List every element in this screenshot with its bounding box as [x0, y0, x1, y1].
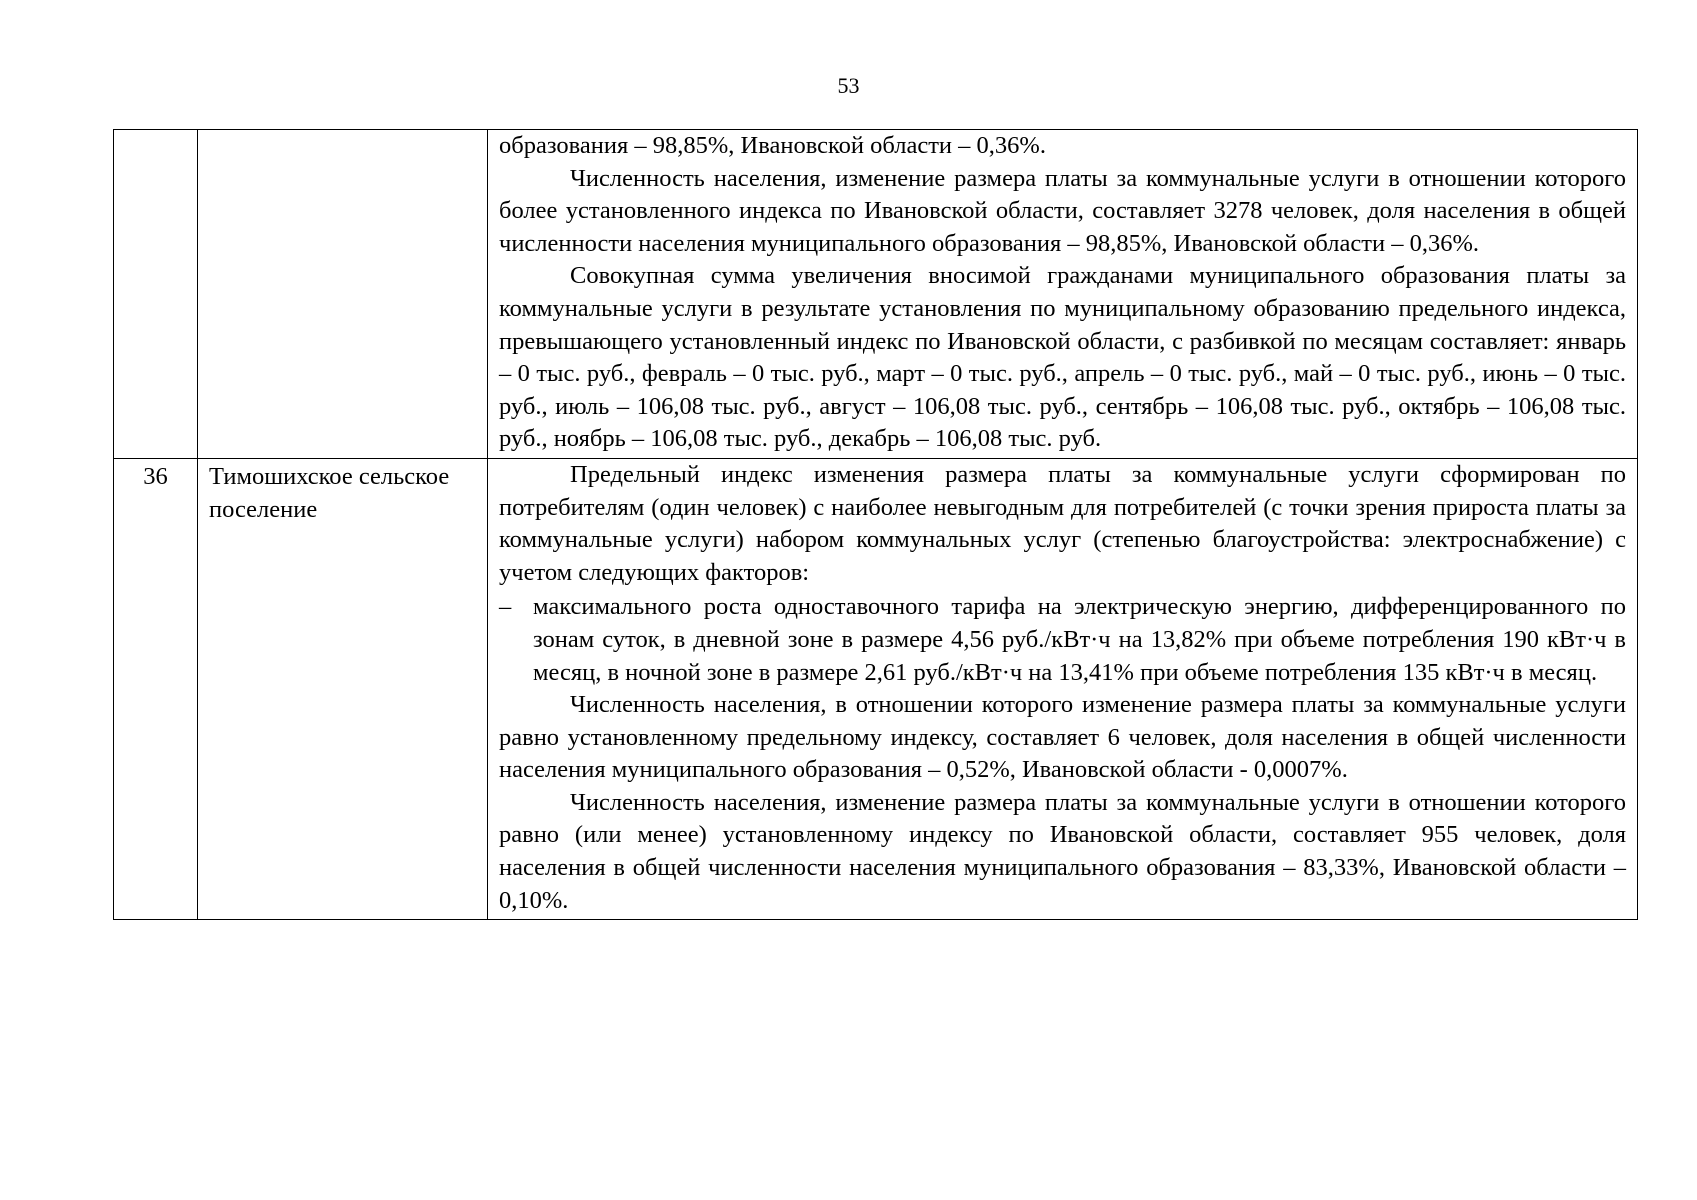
municipality-name-cell — [198, 130, 488, 459]
description-cell — [488, 458, 1638, 919]
table-row — [114, 130, 1638, 459]
paragraph: Предельный индекс изменения размера платы за коммунальные услуги сформирован по потребителям (один человек) с наиболее невыгодным для потребителей (с точки зрения прироста платы за коммунальные услуги) набором коммунальных услуг (степенью благоустройства: электроснабжение) с учетом следующих факторов: — [499, 460, 1626, 586]
page-number: 53 — [837, 73, 860, 98]
paragraph: Численность населения, в отношении которого изменение размера платы за коммунальные услуги равно установленному предельному индексу, составляет 6 человек, доля населения в общей численности населения муниципального образования – 0,52%, Ивановской области - 0,0007%. — [499, 691, 1626, 784]
list-item-text: максимального роста одноставочного тарифа на электрическую энергию, дифференцированного по зонам суток, в дневной зоне в размере 4,56 руб./кВт·ч на 13,82% при объеме потребления 190 кВт·ч в месяц, в ночной зоне в размере 2,61 руб./кВт·ч на 13,41% при объеме потребления 135 кВт·ч в месяц. — [533, 593, 1626, 686]
municipality-name-cell: Тимошихское сельское поселение — [198, 458, 488, 919]
list-item — [499, 591, 1626, 689]
table-row — [114, 458, 1638, 919]
paragraph: Численность населения, изменение размера платы за коммунальные услуги в отношении которого равно (или менее) установленному индексу по Ивановской области, составляет 955 человек, доля населения в общей численности населения муниципального образования – 83,33%, Ивановской области – 0,10%. — [499, 788, 1626, 914]
paragraph: образования – 98,85%, Ивановской области – 0,36%. — [499, 132, 1046, 159]
document-table — [113, 129, 1638, 920]
description-cell — [488, 130, 1638, 459]
paragraph: Численность населения, изменение размера платы за коммунальные услуги в отношении которого более установленного индекса по Ивановской области, составляет 3278 человек, доля населения в общей численности населения муниципального образования – 98,85%, Ивановской области – 0,36%. — [499, 164, 1626, 257]
paragraph: Совокупная сумма увеличения вносимой гражданами муниципального образования платы за коммунальные услуги в результате установления по муниципальному образованию предельного индекса, превышающего установленный индекс по Ивановской области, с разбивкой по месяцам составляет: январь – 0 тыс. руб., февраль – 0 тыс. руб., март – 0 тыс. руб., апрель – 0 тыс. руб., май – 0 тыс. руб., июнь – 0 тыс. руб., июль – 106,08 тыс. руб., август – 106,08 тыс. руб., сентябрь – 106,08 тыс. руб., октябрь – 106,08 тыс. руб., ноябрь – 106,08 тыс. руб., декабрь – 106,08 тыс. руб. — [499, 262, 1626, 453]
row-number-cell: 36 — [114, 458, 198, 919]
row-number-cell — [114, 130, 198, 459]
list-dash: – — [499, 593, 512, 621]
